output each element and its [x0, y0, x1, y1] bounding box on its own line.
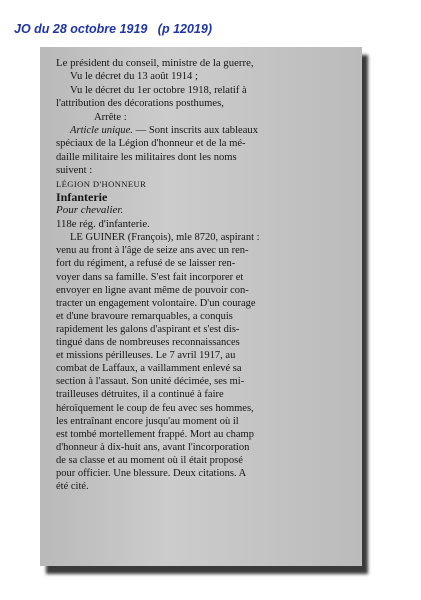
citation-line: été cité.: [56, 481, 89, 493]
article-line-1: [56, 124, 354, 137]
grade-heading: Pour chevalier.: [56, 204, 124, 217]
citation-line: fort du régiment, a refusé de se laisser ren-: [56, 258, 236, 270]
article-label: Article unique.: [70, 125, 133, 137]
decree-vu-1: Vu le décret du 13 août 1914 ;: [70, 71, 198, 83]
article-line-2: spéciaux de la Légion d'honneur et de la mé-: [56, 138, 246, 150]
citation-line: et missions périlleuses. Le 7 avril 1917, au: [56, 350, 236, 362]
citation-line: les entraînant encore jusqu'au moment où il: [56, 415, 239, 427]
citation-line: héroïquement le coup de feu avec ses hommes,: [56, 402, 254, 414]
decree-arrete: Arrête :: [94, 111, 127, 123]
citation-line: combat de Laffaux, a vaillamment enlevé sa: [56, 363, 242, 375]
citation-line: rapidement les galons d'aspirant et s'est dis-: [56, 323, 240, 335]
branch-heading: Infanterie: [56, 190, 108, 205]
page-caption: JO du 28 octobre 1919 (p 12019): [14, 22, 212, 36]
citation-line: venu au front à l'âge de seize ans avec un ren-: [56, 245, 249, 257]
citation-line: tingué dans de nombreuses reconnaissances: [56, 337, 240, 349]
article-line-1-rest: — Sont inscrits aux tableaux: [132, 125, 259, 137]
citation-line: envoyer en ligne avant même de pouvoir con-: [56, 284, 249, 296]
section-heading: LÉGION D'HONNEUR: [56, 178, 147, 189]
regiment-heading: 118e rég. d'infanterie.: [56, 217, 150, 230]
citation-line: trailleuses détruites, il a continué à faire: [56, 389, 224, 401]
citation-line: section à l'assaut. Son unité décimée, ses mi-: [56, 376, 245, 388]
citation-line: est tombé mortellement frappé. Mort au champ: [56, 428, 254, 440]
citation-line: LE GUINER (François), mle 8720, aspirant :: [70, 232, 260, 244]
decree-header: Le président du conseil, ministre de la guerre,: [56, 57, 254, 69]
newspaper-clipping: [40, 47, 362, 566]
article-line-3: daille militaire les militaires dont les noms: [56, 151, 237, 163]
citation-line: voyer dans sa famille. S'est fait incorporer et: [56, 271, 244, 283]
citation-line: d'honneur à dix-huit ans, avant l'incorporation: [56, 441, 250, 453]
article-line-4: suivent :: [56, 165, 93, 177]
citation-line: de sa classe et au moment où il était proposé: [56, 454, 243, 466]
citation-text: [56, 231, 354, 493]
decree-vu-2-line-1: Vu le décret du 1er octobre 1918, relatif à: [70, 84, 247, 96]
citation-line: et d'une bravoure remarquables, a conquis: [56, 310, 233, 322]
citation-line: pour officier. Une blessure. Deux citations. A: [56, 467, 247, 479]
decree-vu-2-line-2: l'attribution des décorations posthumes,: [56, 98, 224, 110]
citation-line: tracter un engagement volontaire. D'un courage: [56, 297, 256, 309]
